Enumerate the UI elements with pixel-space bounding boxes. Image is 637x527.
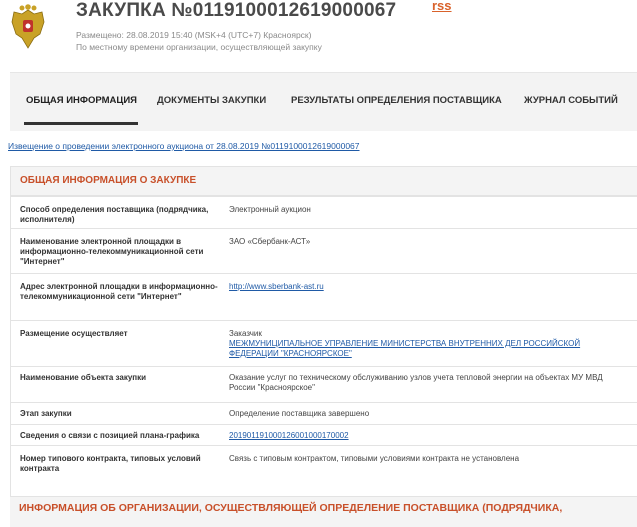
table-row xyxy=(11,402,637,425)
row-value: ЗАО «Сбербанк-АСТ» xyxy=(229,237,311,246)
customer-link[interactable]: МЕЖМУНИЦИПАЛЬНОЕ УПРАВЛЕНИЕ МИНИСТЕРСТВА ВНУТРЕННИХ ДЕЛ РОССИЙСКОЙ ФЕДЕРАЦИИ "КРАСНОЯРСКОЕ" xyxy=(229,339,581,358)
section-title: ИНФОРМАЦИЯ ОБ ОРГАНИЗАЦИИ, ОСУЩЕСТВЛЯЮЩЕЙ ОПРЕДЕЛЕНИЕ ПОСТАВЩИКА (ПОДРЯДЧИКА, xyxy=(19,502,563,514)
row-value: Определение поставщика завершено xyxy=(229,409,370,418)
rss-link[interactable]: rss xyxy=(432,0,452,13)
table-row xyxy=(11,445,637,496)
tab-event-log[interactable]: ЖУРНАЛ СОБЫТИЙ xyxy=(524,95,618,106)
plan-schedule-link[interactable]: 201901191000126001000170002 xyxy=(229,431,349,440)
platform-url-link[interactable]: http://www.sberbank-ast.ru xyxy=(229,282,324,291)
general-info-section xyxy=(10,166,637,497)
customer-type: Заказчик xyxy=(229,329,262,338)
page-header xyxy=(0,0,637,62)
row-label: Способ определения поставщика (подрядчика, исполнителя) xyxy=(20,205,209,224)
row-label: Сведения о связи с позицией плана-графика xyxy=(20,431,200,440)
row-label: Наименование объекта закупки xyxy=(20,373,147,382)
table-row xyxy=(11,366,637,403)
row-label: Адрес электронной площадки в информационно-телекоммуникационной сети "Интернет" xyxy=(20,282,218,301)
table-row xyxy=(11,424,637,446)
row-value: Связь с типовым контрактом, типовыми условиями контракта не установлена xyxy=(229,454,520,463)
row-value: Электронный аукцион xyxy=(229,205,311,214)
table-row xyxy=(11,320,637,367)
posted-date: Размещено: 28.08.2019 15:40 (MSK+4 (UTC+7) Красноярск) xyxy=(76,30,312,40)
row-label: Номер типового контракта, типовых условий контракта xyxy=(20,454,201,473)
tab-documents[interactable]: ДОКУМЕНТЫ ЗАКУПКИ xyxy=(157,95,267,106)
notice-link[interactable]: Извещение о проведении электронного аукциона от 28.08.2019 №0119100012619000067 xyxy=(8,141,360,151)
row-label: Этап закупки xyxy=(20,409,72,418)
table-row xyxy=(11,228,637,274)
tab-general-info[interactable]: ОБЩАЯ ИНФОРМАЦИЯ xyxy=(26,95,137,106)
timezone-note: По местному времени организации, осуществляющей закупку xyxy=(76,42,322,52)
active-tab-indicator xyxy=(24,122,138,125)
section-title: ОБЩАЯ ИНФОРМАЦИЯ О ЗАКУПКЕ xyxy=(20,175,197,186)
page-title: ЗАКУПКА №0119100012619000067 xyxy=(76,0,397,21)
tab-bar xyxy=(10,72,637,131)
organization-section-header xyxy=(10,496,637,527)
table-row xyxy=(11,273,637,321)
table-row xyxy=(11,196,637,229)
row-value: Оказание услуг по техническому обслуживанию узлов учета тепловой энергии на объектах МУ МВД России "Красноярское" xyxy=(229,373,603,392)
row-label: Наименование электронной площадки в информационно-телекоммуникационной сети "Интернет" xyxy=(20,237,204,266)
coat-of-arms-icon xyxy=(8,4,48,52)
row-label: Размещение осуществляет xyxy=(20,329,128,338)
tab-results[interactable]: РЕЗУЛЬТАТЫ ОПРЕДЕЛЕНИЯ ПОСТАВЩИКА xyxy=(291,95,502,106)
section-header xyxy=(11,167,637,196)
